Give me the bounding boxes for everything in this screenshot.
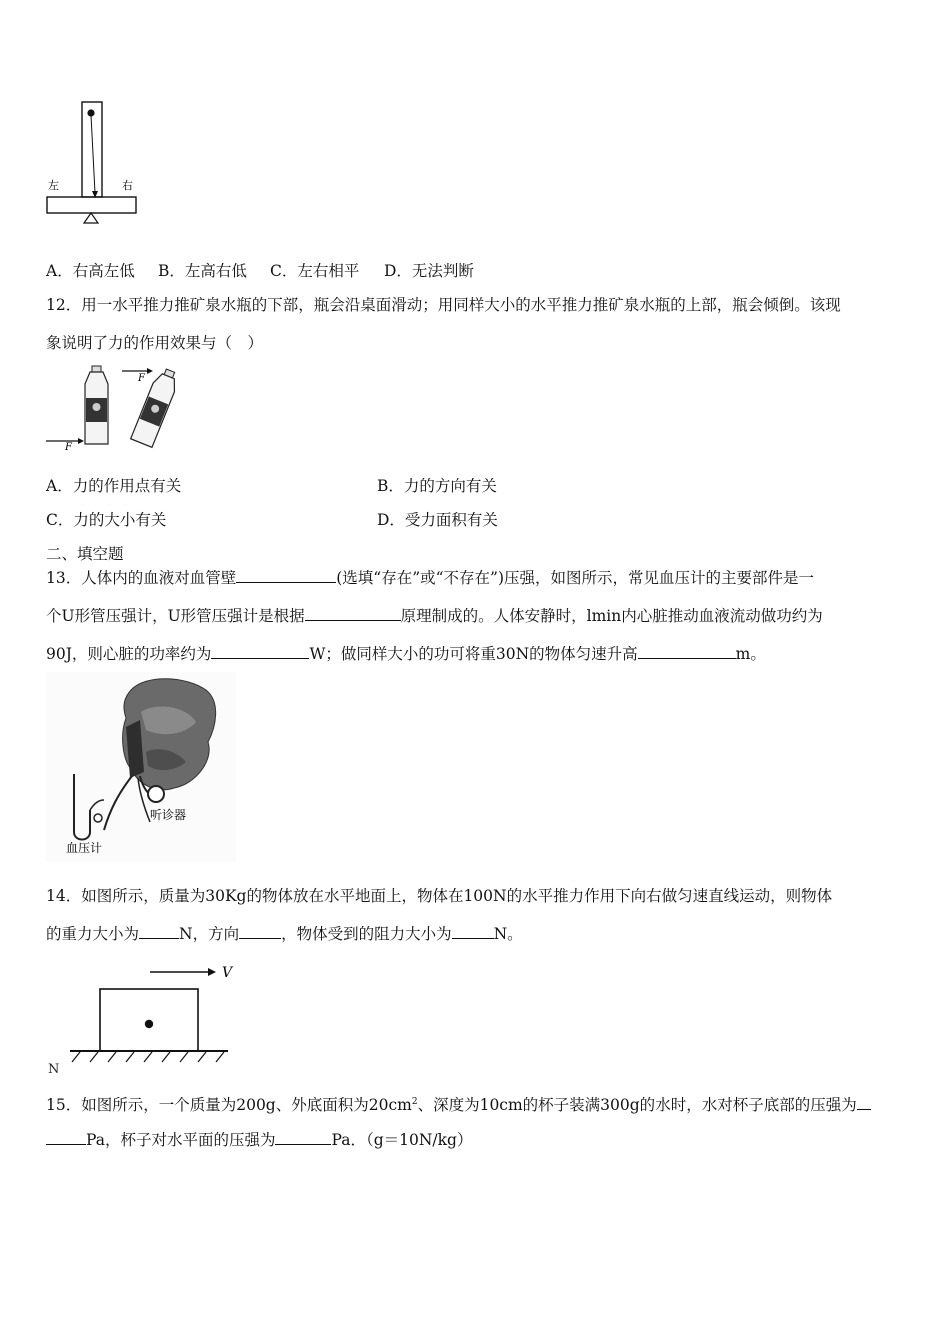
q14-line2-c: ，物体受到的阻力大小为 (281, 925, 452, 943)
q12-option-d: D．受力面积有关 (377, 511, 498, 529)
q13-line1 (46, 568, 814, 588)
answer-blank-5[interactable] (139, 924, 179, 939)
q13-line1-a: 13．人体内的血液对血管壁 (46, 569, 237, 587)
answer-blank-4[interactable] (638, 644, 736, 659)
left-label: 左 (48, 179, 59, 192)
q11-option-a: A．右高左低 (46, 262, 135, 280)
q13-line1-b: (选填“存在”或“不存在”)压强，如图所示，常见血压计的主要部件是一 (336, 569, 815, 587)
q12-option-c: C．力的大小有关 (46, 511, 167, 529)
q14-block-figure (44, 958, 244, 1078)
q12-bottles-figure (44, 362, 194, 452)
q15-line1-b: 、深度为10cm的杯子装满300g的水时，水对杯子底部的压强为 (417, 1096, 857, 1115)
q11-option-b: B．左高右低 (158, 262, 247, 280)
q15-line2-a: Pa，杯子对水平面的压强为 (86, 1131, 276, 1149)
manometer-label: 血压计 (66, 841, 103, 855)
q15-line1 (46, 1092, 871, 1115)
q15-line2-b: Pa．（g＝10N/kg） (331, 1131, 473, 1149)
q14-line2-d: N。 (493, 925, 523, 943)
q14-line2-b: N，方向 (179, 925, 240, 943)
section-title: 二、填空题 (46, 545, 124, 563)
answer-blank-6[interactable] (239, 924, 281, 939)
q13-line2-a: 个U形管压强计，U形管压强计是根据 (46, 607, 305, 625)
answer-blank-2[interactable] (305, 606, 401, 621)
answer-blank-1[interactable] (236, 568, 336, 583)
q11-balance-figure (40, 95, 150, 230)
answer-blank-8b[interactable] (46, 1130, 86, 1145)
q14-line1: 14．如图所示，质量为30Kg的物体放在水平地面上，物体在100N的水平推力作用下向右做匀速直线运动，则物体 (46, 887, 833, 905)
q12-stem-line1: 12．用一水平推力推矿泉水瓶的下部，瓶会沿桌面滑动；用同样大小的水平推力推矿泉水瓶的上部，瓶会倾倒。该现 (46, 296, 841, 314)
q15-line1-a: 15．如图所示，一个质量为200g、外底面积为20cm (46, 1096, 412, 1115)
velocity-label: V (222, 965, 233, 981)
q12-option-a: A．力的作用点有关 (46, 477, 182, 495)
q14-line2-a: 的重力大小为 (46, 925, 140, 943)
force-top-label: F (138, 373, 145, 384)
q13-line2-b: 原理制成的。人体安静时，lmin内心脏推动血液流动做功约为 (400, 607, 823, 625)
q15-line2 (46, 1130, 472, 1150)
bottle-upright (85, 366, 108, 444)
q11-option-c: C．左右相平 (270, 262, 360, 280)
answer-blank-8a[interactable] (857, 1095, 871, 1110)
q12-option-b: B．力的方向有关 (377, 477, 497, 495)
q15-superscript: 2 (411, 1097, 418, 1107)
answer-blank-9[interactable] (275, 1130, 331, 1145)
force-bottom-label: F (65, 442, 72, 452)
q13-line3-a: 90J，则心脏的功率约为 (46, 645, 212, 663)
right-label: 右 (122, 179, 133, 192)
q13-blood-pressure-figure (46, 672, 236, 862)
q13-line3-b: W；做同样大小的功可将重30N的物体匀速升高 (309, 645, 638, 663)
q13-line2 (46, 606, 823, 626)
answer-blank-3[interactable] (211, 644, 309, 659)
stethoscope-label: 听诊器 (150, 808, 187, 822)
q14-line2 (46, 924, 523, 944)
answer-blank-7[interactable] (452, 924, 494, 939)
q11-option-d: D．无法判断 (384, 262, 474, 280)
q12-stem-line2: 象说明了力的作用效果与（ ） (46, 334, 264, 352)
q13-line3 (46, 644, 766, 664)
corner-label: N (48, 1062, 60, 1077)
q13-line3-c: m。 (735, 645, 766, 663)
